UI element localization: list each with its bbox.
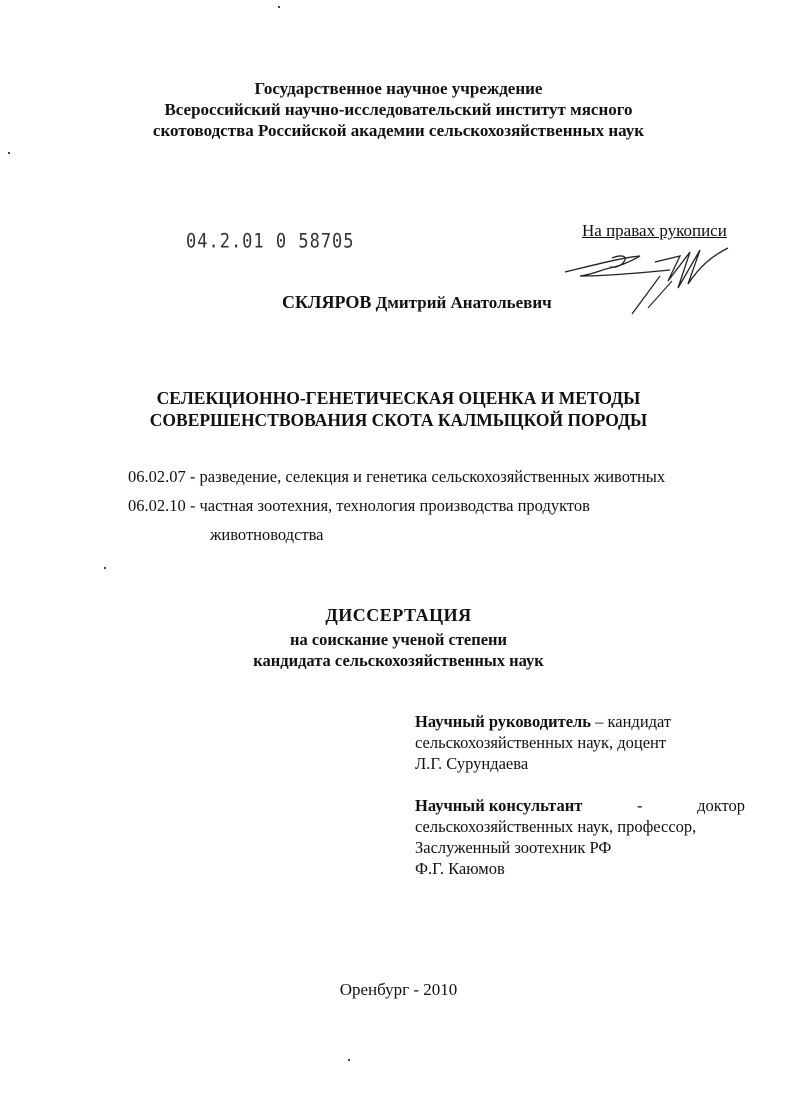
scan-speck (8, 152, 10, 154)
consultant-degree: сельскохозяйственных наук, профессор, (415, 817, 697, 836)
author-signature (560, 236, 730, 316)
supervisor-role: Научный руководитель (415, 712, 591, 731)
consultant-degree-start: доктор (697, 796, 745, 815)
specialty-2-continuation: животноводства (210, 525, 324, 544)
specialty-1-text: - разведение, селекция и генетика сельскохозяйственных животных (189, 467, 666, 486)
degree-line-1: на соискание ученой степени (289, 630, 508, 649)
scan-speck (348, 1059, 350, 1061)
institution-header (0, 78, 797, 141)
scan-speck (104, 567, 106, 569)
institution-line-1: Государственное научное учреждение (254, 79, 543, 98)
supervisor-degree-start: – кандидат (595, 712, 672, 731)
degree-line-2: кандидата сельскохозяйственных наук (253, 651, 544, 670)
consultant-block (415, 795, 745, 879)
author-given-names: Дмитрий Анатольевич (375, 293, 552, 312)
title-line-2: СОВЕРШЕНСТВОВАНИЯ СКОТА КАЛМЫЦКОЙ ПОРОДЫ (149, 410, 648, 430)
consultant-dash: - (636, 796, 643, 815)
institution-line-3: скотоводства Российской академии сельскохозяйственных наук (152, 121, 645, 140)
specialty-2-text: - частная зоотехния, технология производства продуктов (189, 496, 590, 515)
specialty-1-code: 06.02.07 (128, 467, 186, 486)
title-line-1: СЕЛЕКЦИОННО-ГЕНЕТИЧЕСКАЯ ОЦЕНКА И МЕТОДЫ (156, 388, 641, 408)
author-name (282, 292, 552, 313)
scan-speck (278, 6, 280, 8)
author-surname: СКЛЯРОВ (282, 292, 372, 312)
dissertation-title (0, 387, 797, 431)
supervisor-degree: сельскохозяйственных наук, доцент (415, 733, 667, 752)
document-type: ДИССЕРТАЦИЯ (325, 605, 472, 625)
institution-line-2: Всероссийский научно-исследовательский институт мясного (164, 100, 633, 119)
consultant-name: Ф.Г. Каюмов (415, 859, 505, 878)
consultant-role: Научный консультант (415, 796, 583, 815)
specialty-1 (128, 467, 665, 487)
specialty-2 (128, 496, 590, 516)
supervisor-block (415, 711, 745, 774)
city-year: Оренбург - 2010 (339, 980, 458, 999)
consultant-title: Заслуженный зоотехник РФ (415, 838, 612, 857)
supervisor-name: Л.Г. Сурундаева (415, 754, 529, 773)
manuscript-rights-note: На правах рукописи (582, 221, 727, 240)
specialty-2-code: 06.02.10 (128, 496, 186, 515)
library-stamp-number: 04.2.01 0 58705 (186, 230, 355, 253)
